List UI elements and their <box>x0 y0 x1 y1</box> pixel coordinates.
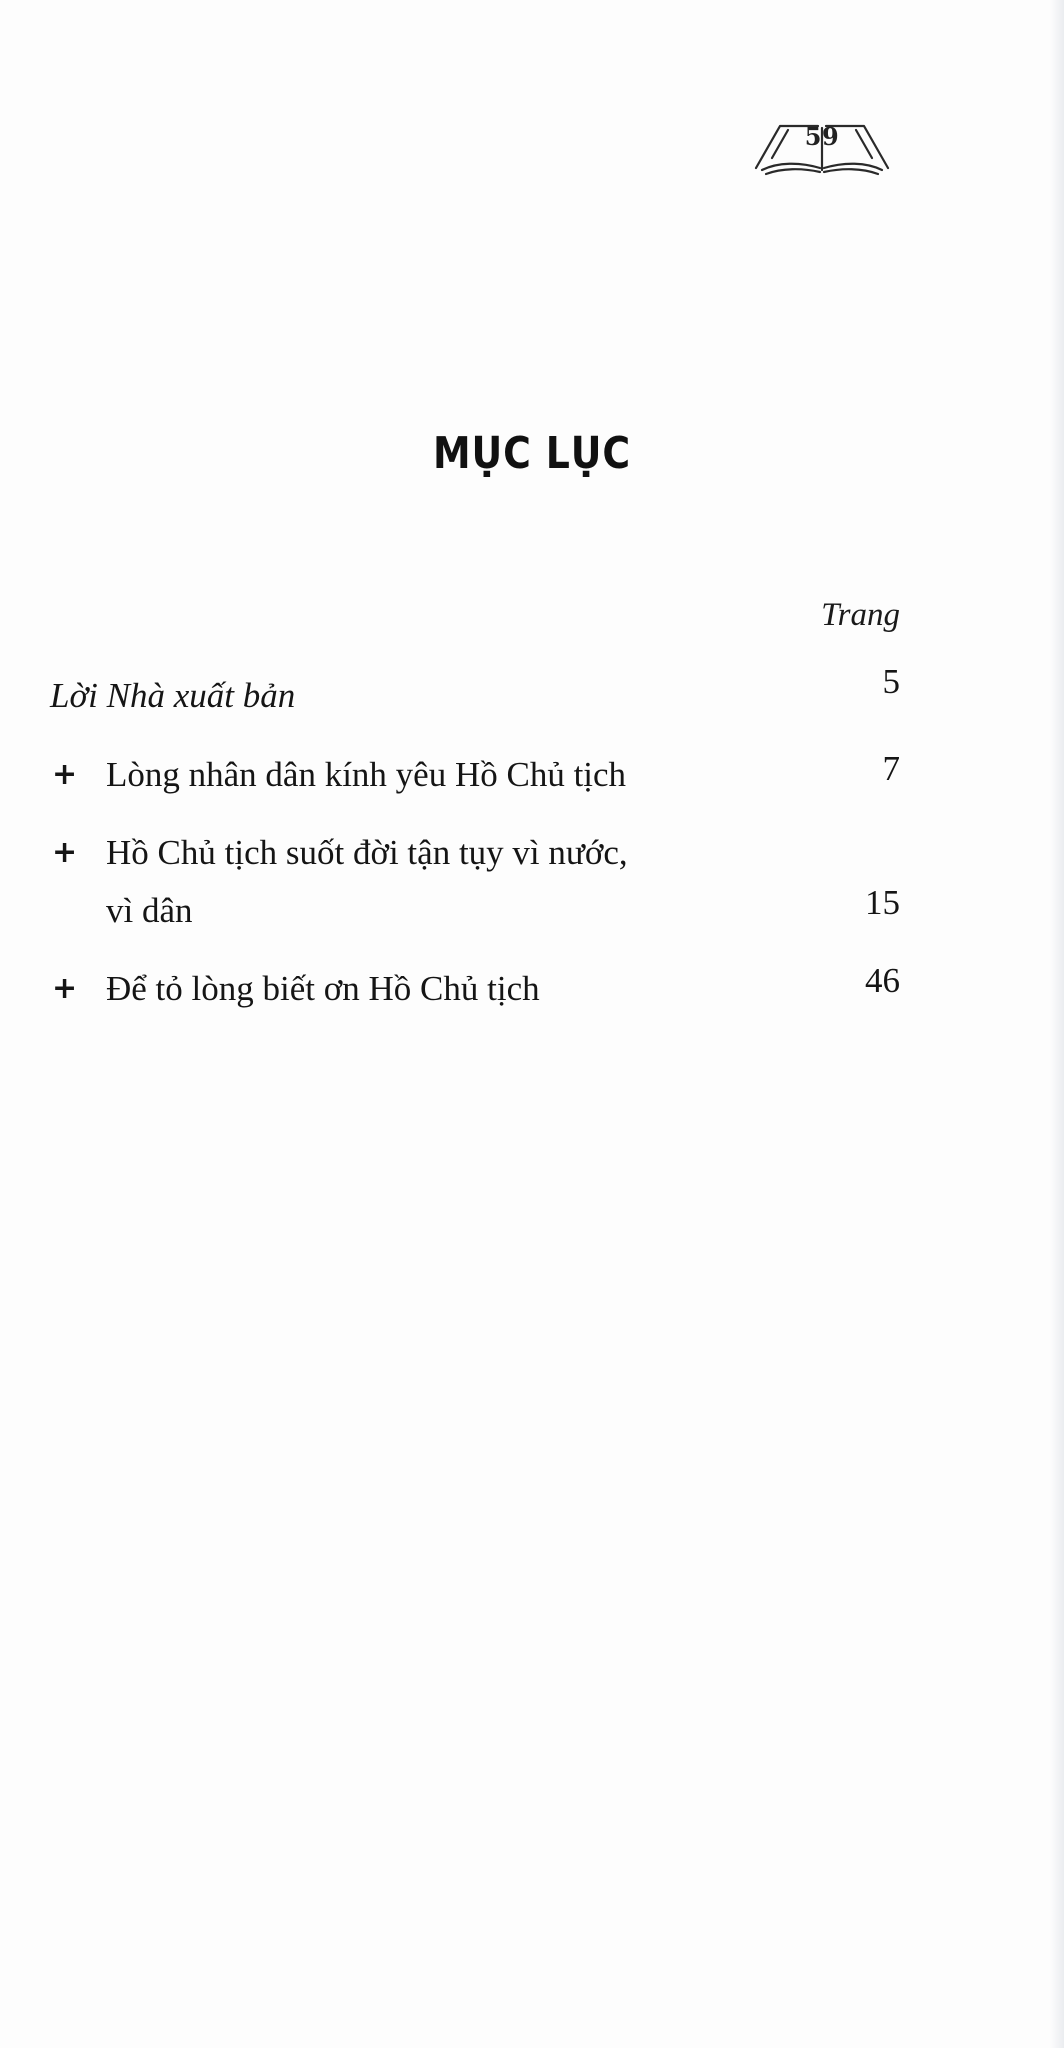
page-column-header: Trang <box>821 597 900 633</box>
page-edge-shadow <box>1050 0 1064 2048</box>
page-number-emblem <box>748 118 896 180</box>
toc-entry-label: Để tỏ lòng biết ơn Hồ Chủ tịch <box>106 969 540 1008</box>
toc-entry-label-line2: vì dân <box>106 891 193 930</box>
toc-entry-label: Lời Nhà xuất bản <box>50 676 296 715</box>
plus-marker-icon: + <box>52 971 78 1006</box>
toc-entry-label-line1: Hồ Chủ tịch suốt đời tận tụy vì nước, <box>106 833 628 872</box>
toc-entry-page: 15 <box>865 883 900 922</box>
page-number: 59 <box>804 122 840 151</box>
plus-marker-icon: + <box>52 757 78 792</box>
page-title: MỤC LỤC <box>433 428 631 479</box>
toc-entry-label: Lòng nhân dân kính yêu Hồ Chủ tịch <box>106 755 627 794</box>
plus-marker-icon: + <box>52 835 78 870</box>
toc-entry-page: 7 <box>882 749 900 788</box>
toc-entry-page: 5 <box>882 662 900 701</box>
toc-entry-page: 46 <box>865 961 900 1000</box>
